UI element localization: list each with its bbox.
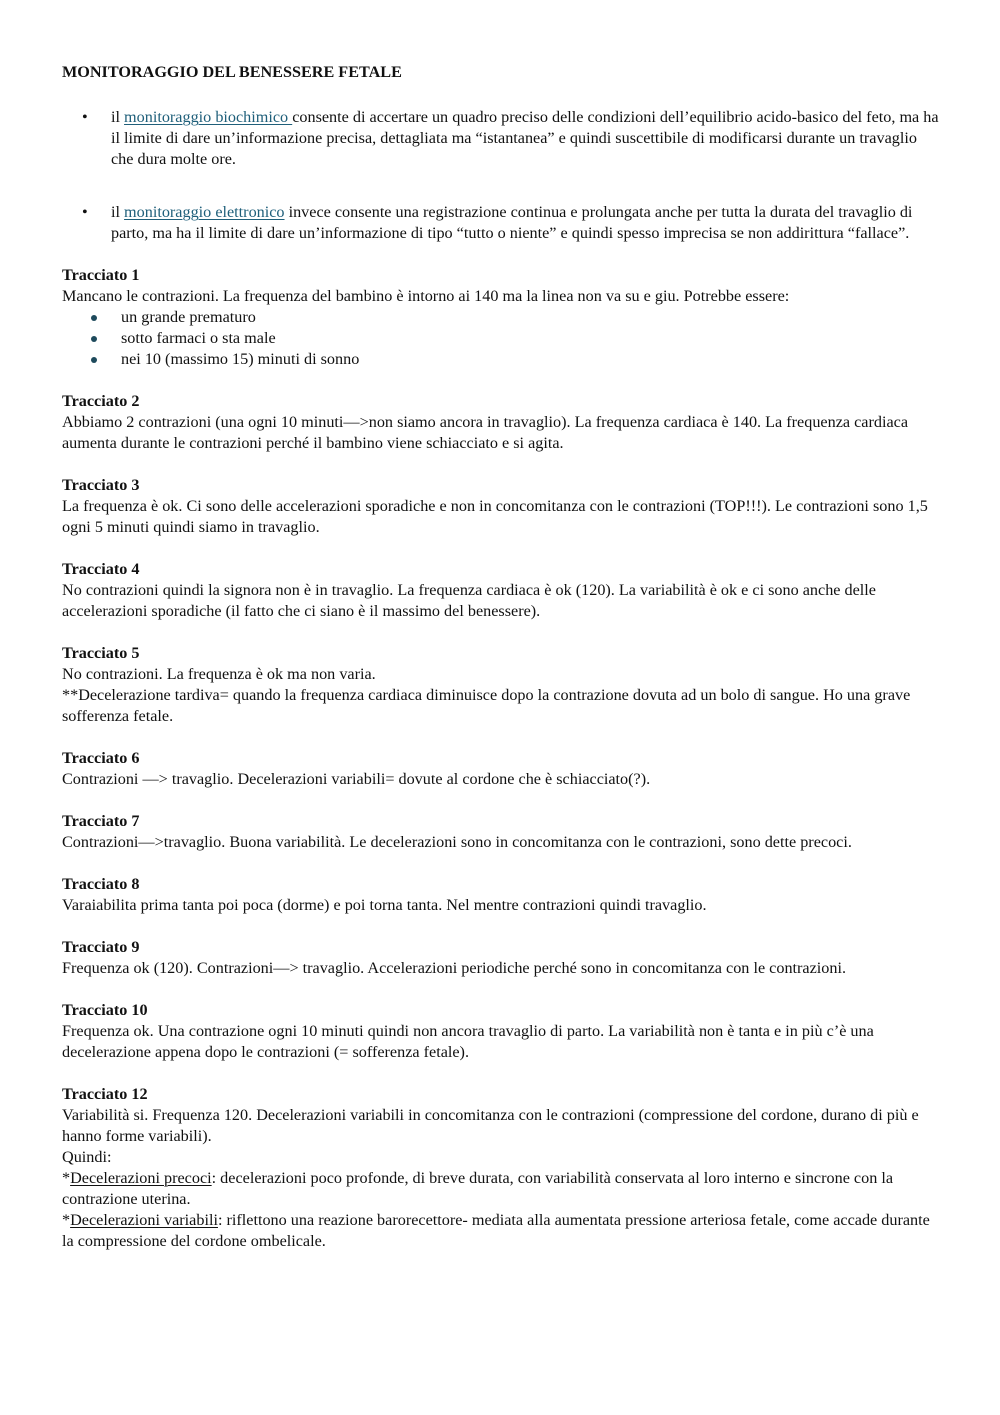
intro-list-2 bbox=[62, 202, 942, 244]
section-tracciato-3 bbox=[62, 475, 942, 538]
bullet-icon bbox=[91, 357, 97, 363]
section-title: Tracciato 5 bbox=[62, 644, 140, 662]
section-note: **Decelerazione tardiva= quando la frequenza cardiaca diminuisce dopo la contrazione dovuta ad un bolo di sangue. Ho una grave sofferenza fetale. bbox=[62, 686, 911, 725]
intro-item-biochemical: • il monitoraggio biochimico consente di accertare un quadro preciso delle condizioni dell’equilibrio acido-basico del feto, ma ha il limite di dare un’informazione precisa, dettagliata ma “istantanea” e quindi suscettibile di modificarsi durante un travaglio che dura molte ore. bbox=[82, 108, 939, 168]
section-text: Variabilità si. Frequenza 120. Decelerazioni variabili in concomitanza con le contrazioni (compressione del cordone, durano di più e hanno forme variabili). bbox=[62, 1106, 919, 1145]
list-item: nei 10 (massimo 15) minuti di sonno bbox=[62, 349, 942, 370]
section-title: Tracciato 1 bbox=[62, 266, 140, 284]
term-decelerazioni-variabili: Decelerazioni variabili bbox=[70, 1211, 218, 1229]
link-monitoraggio-biochimico[interactable]: monitoraggio biochimico bbox=[124, 108, 293, 126]
section-title: Tracciato 4 bbox=[62, 560, 140, 578]
section-title: Tracciato 10 bbox=[62, 1001, 148, 1019]
section-text: Contrazioni—>travaglio. Buona variabilità. Le decelerazioni sono in concomitanza con le contrazioni, sono dette precoci. bbox=[62, 833, 852, 851]
section-text: Abbiamo 2 contrazioni (una ogni 10 minuti—>non siamo ancora in travaglio). La frequenza cardiaca è 140. La frequenza cardiaca aumenta durante le contrazioni perché il bambino viene schiacciato e si agita. bbox=[62, 413, 909, 452]
definition-variabili: *Decelerazioni variabili: riflettono una reazione barorecettore- mediata alla aumentata pressione arteriosa fetale, come accade durante la compressione del cordone ombelicale. bbox=[62, 1211, 930, 1250]
section-tracciato-1 bbox=[62, 265, 942, 370]
section-title: Tracciato 2 bbox=[62, 392, 140, 410]
tracciato-1-list bbox=[62, 307, 942, 370]
intro-item-electronic: • il monitoraggio elettronico invece consente una registrazione continua e prolungata anche per tutta la durata del travaglio di parto, ma ha il limite di dare un’informazione di tipo “tutto o niente” e quindi spesso imprecisa se non addirittura “fallace”. bbox=[82, 203, 913, 242]
section-title: Tracciato 12 bbox=[62, 1085, 148, 1103]
section-title: Tracciato 8 bbox=[62, 875, 140, 893]
term-decelerazioni-precoci: Decelerazioni precoci bbox=[70, 1169, 212, 1187]
section-tracciato-7 bbox=[62, 811, 942, 853]
definition-precoci: *Decelerazioni precoci: decelerazioni poco profonde, di breve durata, con variabilità conservata al loro interno e sincrone con la contrazione uterina. bbox=[62, 1169, 894, 1208]
section-text: No contrazioni. La frequenza è ok ma non varia. bbox=[62, 665, 376, 683]
section-title: Tracciato 9 bbox=[62, 938, 140, 956]
document-content bbox=[62, 62, 942, 1252]
bullet-icon: • bbox=[82, 108, 88, 126]
section-tracciato-6 bbox=[62, 748, 942, 790]
link-monitoraggio-elettronico[interactable]: monitoraggio elettronico bbox=[124, 203, 285, 221]
section-tracciato-2 bbox=[62, 391, 942, 454]
page-title: MONITORAGGIO DEL BENESSERE FETALE bbox=[62, 63, 402, 81]
section-text: Frequenza ok. Una contrazione ogni 10 minuti quindi non ancora travaglio di parto. La variabilità non è tanta e in più c’è una decelerazione appena dopo le contrazioni (= sofferenza fetale). bbox=[62, 1022, 874, 1061]
section-text: Contrazioni —> travaglio. Decelerazioni variabili= dovute al cordone che è schiacciato(?). bbox=[62, 770, 651, 788]
section-tracciato-8 bbox=[62, 874, 942, 916]
section-title: Tracciato 3 bbox=[62, 476, 140, 494]
intro-list bbox=[62, 107, 942, 170]
section-tracciato-10 bbox=[62, 1000, 942, 1063]
section-title: Tracciato 7 bbox=[62, 812, 140, 830]
section-quindi: Quindi: bbox=[62, 1148, 112, 1166]
section-tracciato-9 bbox=[62, 937, 942, 979]
section-tracciato-4 bbox=[62, 559, 942, 622]
section-title: Tracciato 6 bbox=[62, 749, 140, 767]
list-item: un grande prematuro bbox=[62, 307, 942, 328]
section-text: La frequenza è ok. Ci sono delle accelerazioni sporadiche e non in concomitanza con le contrazioni (TOP!!!). Le contrazioni sono 1,5 ogni 5 minuti quindi siamo in travaglio. bbox=[62, 497, 928, 536]
section-tracciato-12 bbox=[62, 1084, 942, 1252]
section-text: Mancano le contrazioni. La frequenza del bambino è intorno ai 140 ma la linea non va su e giu. Potrebbe essere: bbox=[62, 287, 790, 305]
bullet-icon bbox=[91, 336, 97, 342]
list-item: sotto farmaci o sta male bbox=[62, 328, 942, 349]
section-text: No contrazioni quindi la signora non è in travaglio. La frequenza cardiaca è ok (120). La variabilità è ok e ci sono anche delle accelerazioni sporadiche (il fatto che ci siano è il massimo del benessere). bbox=[62, 581, 876, 620]
bullet-icon: • bbox=[82, 203, 88, 221]
section-text: Varaiabilita prima tanta poi poca (dorme) e poi torna tanta. Nel mentre contrazioni quindi travaglio. bbox=[62, 896, 707, 914]
section-text: Frequenza ok (120). Contrazioni—> travaglio. Accelerazioni periodiche perché sono in concomitanza con le contrazioni. bbox=[62, 959, 847, 977]
section-tracciato-5 bbox=[62, 643, 942, 727]
bullet-icon bbox=[91, 315, 97, 321]
